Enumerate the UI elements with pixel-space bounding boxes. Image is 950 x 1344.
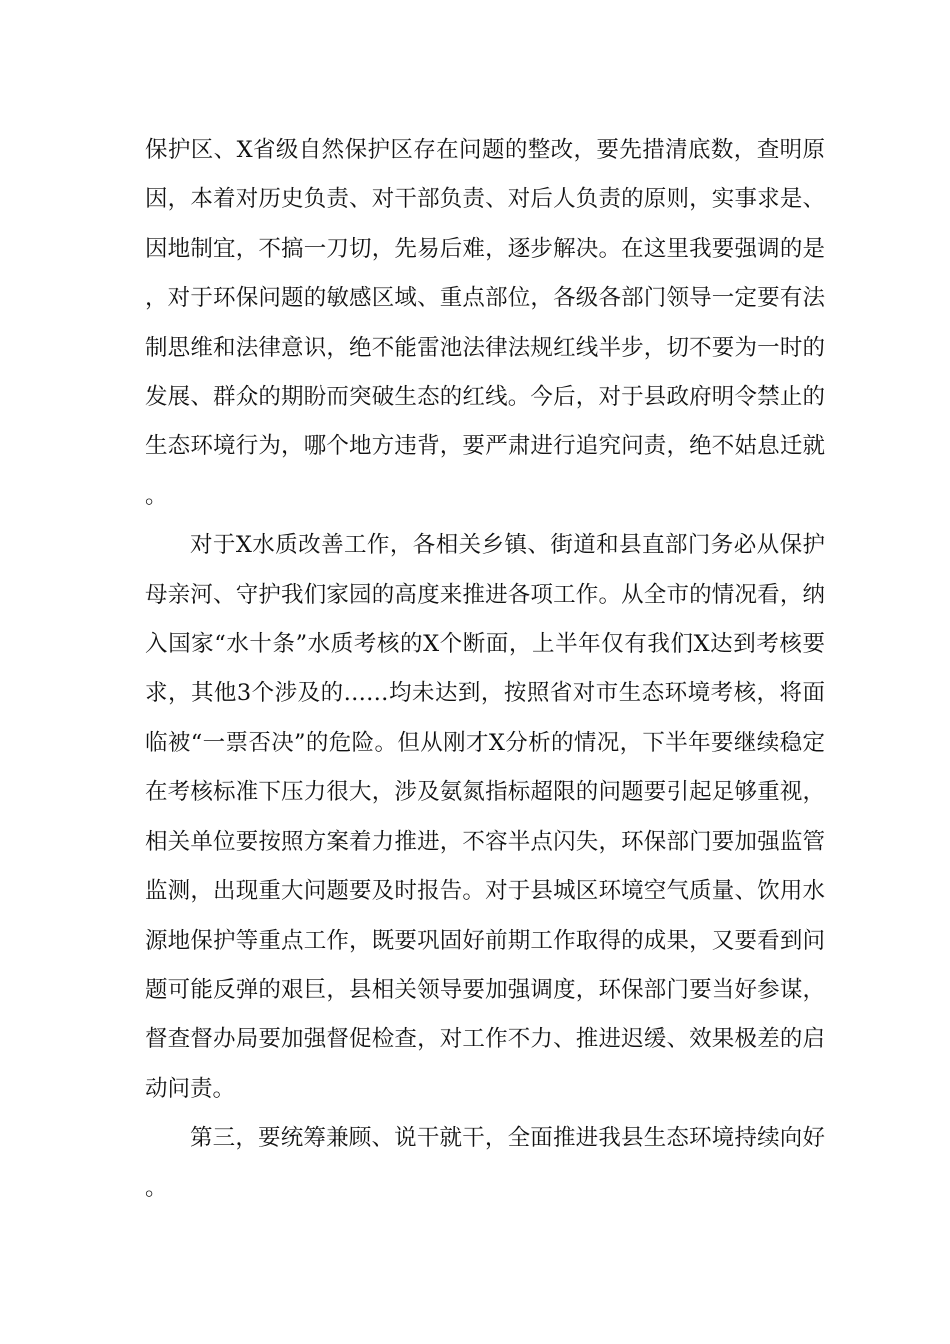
document-body xyxy=(145,126,825,1213)
paragraph-2: 对于X水质改善工作，各相关乡镇、街道和县直部门务必从保护母亲河、守护我们家园的高度来推进各项工作。从全市的情况看，纳入国家“水十条”水质考核的X个断面，上半年仅有我们X达到考核要求，其他3个涉及的……均未达到，按照省对市生态环境考核，将面临被“一票否决”的危险。但从刚才X分析的情况，下半年要继续稳定在考核标准下压力很大，涉及氨氮指标超限的问题要引起足够重视，相关单位要按照方案着力推进，不容半点闪失，环保部门要加强监管监测，出现重大问题要及时报告。对于县城区环境空气质量、饮用水源地保护等重点工作，既要巩固好前期工作取得的成果，又要看到问题可能反弹的艰巨，县相关领导要加强调度，环保部门要当好参谋，督查督办局要加强督促检查，对工作不力、推进迟缓、效果极差的启动问责。 xyxy=(145,532,825,1102)
paragraph-1: 保护区、X省级自然保护区存在问题的整改，要先措清底数，查明原因，本着对历史负责、对干部负责、对后人负责的原则，实事求是、因地制宜，不搞一刀切，先易后难，逐步解决。在这里我要强调的是，对于环保问题的敏感区域、重点部位，各级各部门领导一定要有法制思维和法律意识，绝不能雷池法律法规红线半步，切不要为一时的发展、群众的期盼而突破生态的红线。今后，对于县政府明令禁止的生态环境行为，哪个地方违背，要严肃进行追究问责，绝不姑息迁就。 xyxy=(145,137,825,509)
paragraph-3: 第三，要统筹兼顾、说干就干，全面推进我县生态环境持续向好。 xyxy=(145,1125,825,1201)
